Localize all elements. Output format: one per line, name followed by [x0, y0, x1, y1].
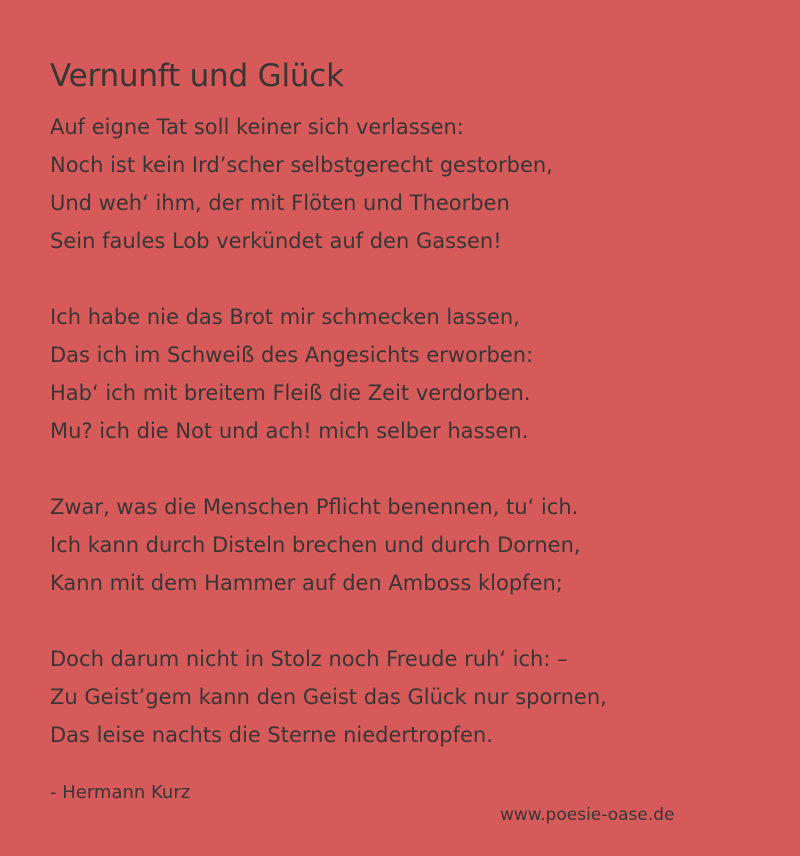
poem-line: Hab‘ ich mit breitem Fleiß die Zeit verdorben. — [50, 381, 531, 405]
poem-title: Vernunft und Glück — [50, 58, 344, 94]
poem-line: Auf eigne Tat soll keiner sich verlassen: — [50, 115, 464, 139]
poem-line: Zwar, was die Menschen Pflicht benennen, tu‘ ich. — [50, 495, 579, 519]
poem-line: Noch ist kein Ird’scher selbstgerecht gestorben, — [50, 153, 553, 177]
poem-line: Ich habe nie das Brot mir schmecken lassen, — [50, 305, 520, 329]
stanza-1 — [50, 108, 760, 260]
poem-line: Mu? ich die Not und ach! mich selber hassen. — [50, 419, 529, 443]
stanza-4 — [50, 640, 760, 754]
poem-line: Und weh‘ ihm, der mit Flöten und Theorben — [50, 191, 510, 215]
poem-line: Kann mit dem Hammer auf den Amboss klopfen; — [50, 571, 563, 595]
poem-line: Doch darum nicht in Stolz noch Freude ruh‘ ich: – — [50, 647, 568, 671]
poem-author: - Hermann Kurz — [50, 782, 191, 803]
poem-line: Sein faules Lob verkündet auf den Gassen! — [50, 229, 502, 253]
website-link[interactable]: www.poesie-oase.de — [500, 805, 675, 825]
poem-line: Das leise nachts die Sterne niedertropfen. — [50, 723, 493, 747]
poem-line: Zu Geist’gem kann den Geist das Glück nur spornen, — [50, 685, 607, 709]
poem-card — [50, 56, 760, 792]
stanza-2 — [50, 298, 760, 450]
stanza-3 — [50, 488, 760, 602]
poem-line: Ich kann durch Disteln brechen und durch Dornen, — [50, 533, 581, 557]
poem-line: Das ich im Schweiß des Angesichts erworben: — [50, 343, 534, 367]
